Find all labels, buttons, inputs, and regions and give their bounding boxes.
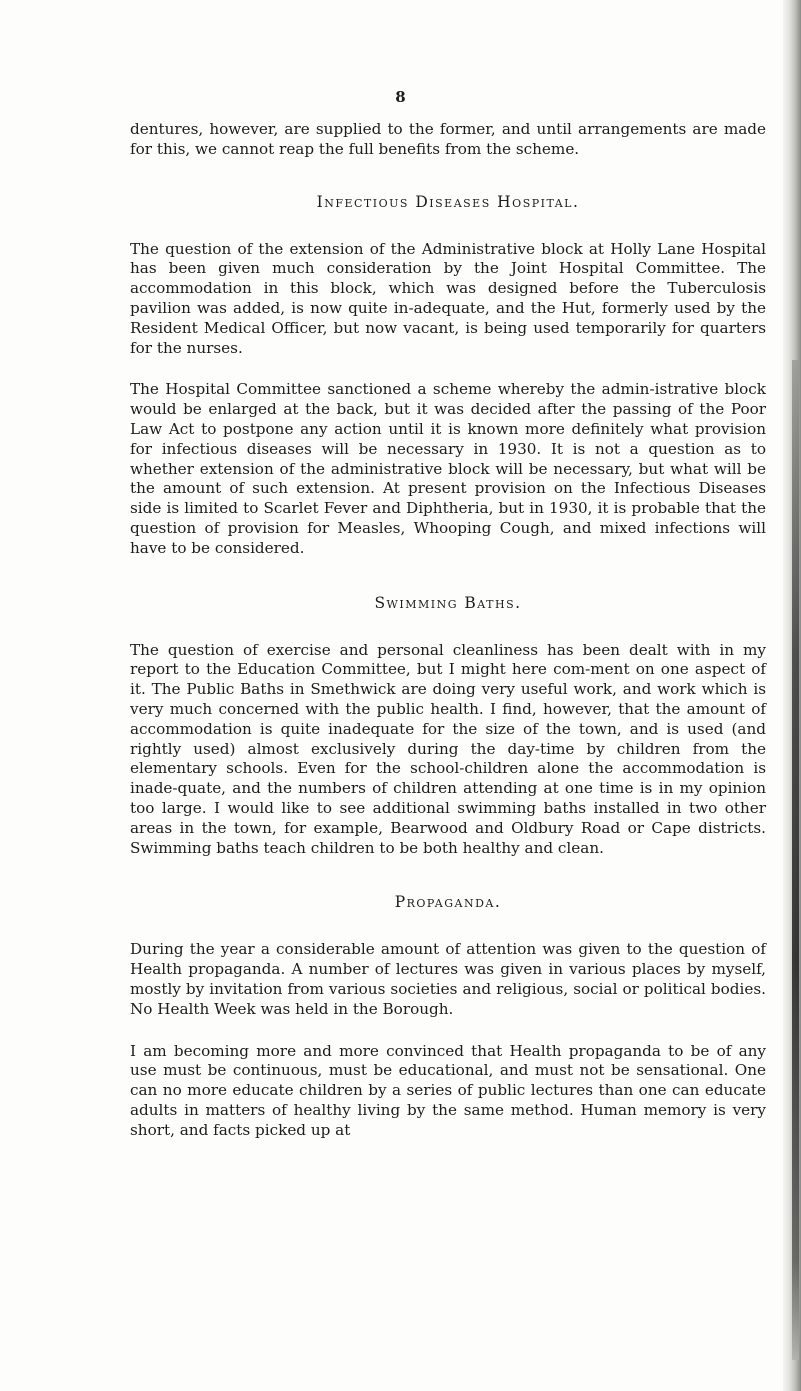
heading-propaganda: Propaganda. (394, 893, 502, 912)
paragraph-propaganda-continuous: I am becoming more and more convinced that Health propaganda to be of any use must be continuous, must be educational, and must not be sensational. One can no more educate children by a series of public lectures than one can educate adults in matters of healthy living by the same method. Human memory is very short, and facts picked up at (130, 1041, 766, 1139)
paragraph-propaganda-lectures: During the year a considerable amount of attention was given to the question of Health propaganda. A number of lectures was given in various places by myself, mostly by invitation from various societies and religious, social or political bodies. No Health Week was held in the Borough. (130, 940, 766, 1018)
paragraph-holly-lane: The question of the extension of the Administrative block at Holly Lane Hospital has been given much consideration by the Joint Hospital Committee. The accommodation in this block, which was designed before the Tuberculosis pavilion was added, is now quite in-adequate, and the Hut, formerly used by the Resident Medical Officer, but now vacant, is being used temporarily for quarters for the nurses. (130, 239, 766, 357)
paragraph-dentures: dentures, however, are supplied to the former, and until arrangements are made for this, we cannot reap the full benefits from the scheme. (130, 120, 766, 158)
paragraph-swimming-baths: The question of exercise and personal cleanliness has been dealt with in my report to the Education Committee, but I might here com-ment on one aspect of it. The Public Baths in Smethwick are doing very useful work, and work which is very much concerned with the public health. I find, however, that the amount of accommodation is quite inadequate for the size of the town, and is used (and rightly used) almost exclusively during the day-time by children from the elementary schools. Even for the school-children alone the accommodation is inade-quate, and the numbers of children attending at one time is in my opinion too large. I would like to see additional swimming baths installed in two other areas in the town, for example, Bearwood and Oldbury Road or Cape districts. Swimming baths teach children to be both healthy and clean. (130, 640, 766, 857)
heading-swimming-baths: Swimming Baths. (374, 593, 522, 612)
paragraph-hospital-committee: The Hospital Committee sanctioned a scheme whereby the admin-istrative block would be enlarged at the back, but it was decided after the passing of the Poor Law Act to postpone any action until it is known more definitely what provision for infectious diseases will be necessary in 1930. It is not a question as to whether extension of the administrative block will be necessary, but what will be the amount of such extension. At present provision on the Infectious Diseases side is limited to Scarlet Fever and Diphtheria, but in 1930, it is probable that the question of provision for Measles, Whooping Cough, and mixed infections will have to be considered. (130, 380, 766, 557)
heading-infectious-diseases-hospital: Infectious Diseases Hospital. (316, 192, 580, 211)
page-body (130, 120, 766, 1140)
page-number: 8 (395, 88, 406, 106)
page-binding-shadow (792, 360, 799, 1360)
